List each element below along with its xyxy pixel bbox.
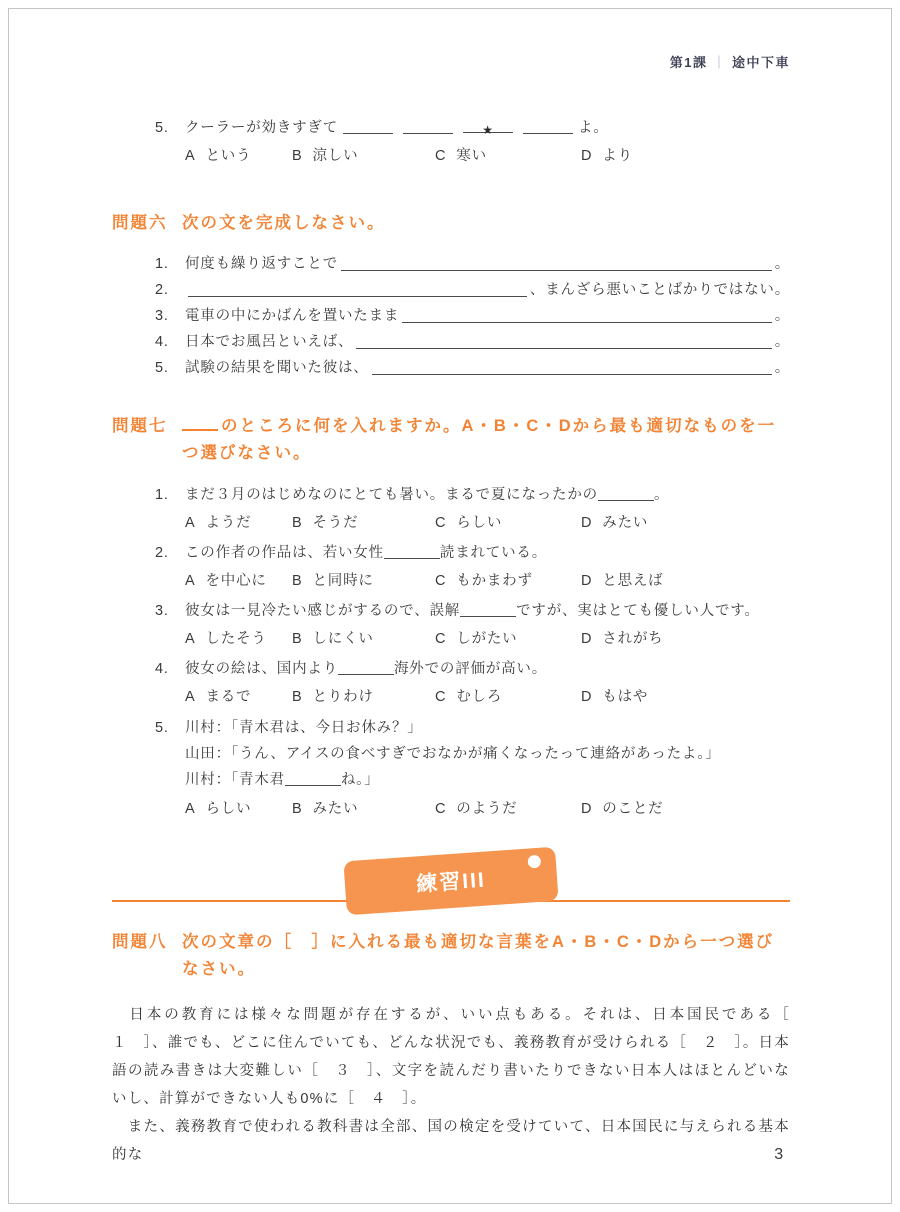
options-row [112,569,790,593]
option-a [185,144,292,168]
option-text: のようだ [456,801,518,817]
question-stem [185,116,609,140]
option-letter: D [581,573,593,589]
item-tail: 。 [774,334,790,350]
stem-tail: 。 [653,487,670,503]
mondai7-items [112,483,790,821]
option-letter: B [292,573,303,589]
section-label: 問題八 [112,933,168,951]
choice-item [112,541,790,593]
option-letter: A [185,801,196,817]
reading-paragraph: 日本の教育には様々な問題が存在するが、いい点もある。それは、日本国民である［ １ ］、誰でも、どこに住んでいても、どんな状況でも、義務教育が受けられる［ ２ ］。日本語の読み書きは大変難しい［ ３ ］、文字を読んだり書いたりできない日本人はほとんどいないし、計算ができない人も0%に［ ４ ］。 [112,1007,806,1107]
option-c [435,797,581,821]
mondai8-heading [112,929,790,983]
dialogue-line [112,715,790,741]
question-stem-row [112,657,790,681]
answer-blank [384,545,440,559]
question-stem [185,657,547,681]
item-tail: 。 [774,256,790,272]
option-letter: C [435,148,447,164]
section-label: 問題七 [112,417,168,435]
stem-tail: 読まれている。 [439,545,548,561]
answer-blank [341,251,772,271]
options-row [112,797,790,821]
item-number: 5. [155,360,169,376]
dialogue-text: 川村：「青木君 [185,772,285,788]
answer-blank [356,329,771,349]
page-content [112,0,806,1169]
item-number: 5. [155,120,169,136]
section-title: 次の文章の［ ］に入れる最も適切な言葉をA・B・C・Dから一つ選びなさい。 [182,933,775,978]
answer-blank [402,303,771,323]
item-text: 試験の結果を聞いた彼は、 [185,360,369,376]
section-title-text: のところに何を入れますか。A・B・C・Dから最も適切なものを一つ選びなさい。 [182,417,777,462]
stem-tail: よ。 [578,120,609,136]
tag-label: 練習III [415,868,487,897]
dialogue-text: ね。」 [340,772,380,788]
option-c [435,627,581,651]
option-a [185,797,292,821]
option-letter: A [185,689,196,705]
option-text: と思えば [602,573,664,589]
dialogue-line: 山田：「うん、アイスの食べすぎでおなかが痛くなったって連絡があったよ。」 [185,746,721,762]
item-number: 3. [155,603,169,619]
option-letter: B [292,148,303,164]
option-letter: C [435,631,447,647]
question-stem-row [112,599,790,623]
practice-3-tag [343,847,558,916]
option-c [435,685,581,709]
answer-blank [372,355,772,375]
option-text: を中心に [205,573,267,589]
option-text: もかまわず [456,573,533,589]
option-text: しにくい [312,631,374,647]
option-letter: A [185,573,196,589]
blank-indicator [182,419,218,431]
option-letter: D [581,148,593,164]
option-letter: C [435,573,447,589]
option-text: むしろ [456,689,503,705]
option-text: そうだ [312,515,359,531]
answer-blank [285,772,341,786]
option-b [292,144,435,168]
chapter-number: 第1課 [669,55,708,70]
choice-item [112,483,790,535]
option-text: したそう [205,631,267,647]
option-letter: B [292,515,303,531]
header-separator: ｜ [712,55,727,70]
option-letter: B [292,801,303,817]
option-b [292,511,435,535]
item-number: 1. [155,487,169,503]
stem-text: 彼女の絵は、国内より [185,661,338,677]
star-icon: ★ [482,123,494,137]
section-divider [112,829,790,905]
choice-item-dialogue [112,715,790,821]
option-letter: D [581,801,593,817]
option-letter: C [435,689,447,705]
question-5-carryover [112,116,790,168]
item-number: 4. [155,334,169,350]
question-stem [185,599,760,623]
option-a [185,627,292,651]
option-text: 寒い [456,148,487,164]
completion-item [112,329,790,355]
item-number: 1. [155,256,169,272]
answer-blank [338,661,394,675]
tag-hole-icon [527,855,541,869]
option-text: しがたい [456,631,518,647]
question-stem-row [112,541,790,565]
reading-paragraph: また、義務教育で使われる教科書は全部、国の検定を受けていて、日本国民に与えられる基本的な [112,1119,790,1163]
item-tail: 。 [774,308,790,324]
option-d [581,685,790,709]
options-row [112,511,790,535]
item-tail: 、まんざら悪いことばかりではない。 [529,282,790,298]
options-row [112,685,790,709]
dialogue-line [112,767,790,793]
mondai7-heading [112,413,790,467]
item-text: 電車の中にかばんを置いたまま [185,308,400,324]
answer-blank [460,603,516,617]
options-row [112,144,790,168]
mondai6-heading [112,210,790,237]
option-text: という [205,148,252,164]
stem-text: この作者の作品は、若い女性 [185,545,384,561]
item-number: 5. [155,720,169,736]
option-text: 涼しい [312,148,359,164]
star-blank [463,118,513,137]
option-c [435,569,581,593]
section-title: 次の文を完成しなさい。 [182,214,386,232]
options-row [112,627,790,651]
choice-item [112,657,790,709]
option-text: まるで [205,689,252,705]
option-letter: A [185,148,196,164]
section-label: 問題六 [112,214,168,232]
option-text: らしい [205,801,252,817]
question-stem-row [112,116,790,140]
option-d [581,797,790,821]
item-number: 2. [155,545,169,561]
option-a [185,569,292,593]
question-stem [185,541,547,565]
option-text: のことだ [602,801,664,817]
option-b [292,569,435,593]
completion-item [112,277,790,303]
option-d [581,144,790,168]
option-text: みたい [312,801,359,817]
section-title [182,413,790,467]
item-text: 何度も繰り返すことで [185,256,338,272]
stem-tail: ですが、実はとても優しい人です。 [516,603,760,619]
option-text: と同時に [312,573,374,589]
answer-blank [403,119,453,134]
option-c [435,511,581,535]
answer-blank [523,119,573,134]
option-d [581,511,790,535]
option-letter: B [292,689,303,705]
option-a [185,511,292,535]
page-number: 3 [774,1146,784,1163]
option-text: されがち [602,631,664,647]
answer-blank [598,487,654,501]
question-stem [185,483,669,507]
option-text: とりわけ [312,689,374,705]
item-tail: 。 [774,360,790,376]
option-b [292,797,435,821]
option-letter: A [185,631,196,647]
stem-tail: 海外での評価が高い。 [394,661,547,677]
option-text: より [602,148,633,164]
chapter-title: 途中下車 [731,55,790,70]
answer-blank [343,119,393,134]
option-letter: C [435,515,447,531]
option-letter: A [185,515,196,531]
option-letter: C [435,801,447,817]
option-b [292,685,435,709]
option-text: みたい [602,515,649,531]
dialogue-text: 川村：「青木君は、今日お休み？」 [185,720,423,736]
stem-text: クーラーが効きすぎて [185,120,338,136]
choice-item [112,599,790,651]
option-text: らしい [456,515,503,531]
option-letter: D [581,689,593,705]
item-number: 2. [155,282,169,298]
option-letter: D [581,515,593,531]
option-c [435,144,581,168]
stem-text: 彼女は一見冷たい感じがするので、誤解 [185,603,461,619]
option-d [581,627,790,651]
option-b [292,627,435,651]
completion-item [112,251,790,277]
mondai6-items [112,251,790,381]
answer-blank [188,277,527,297]
item-number: 3. [155,308,169,324]
option-letter: D [581,631,593,647]
completion-item [112,355,790,381]
question-stem-row [112,483,790,507]
option-letter: B [292,631,303,647]
item-number: 4. [155,661,169,677]
option-text: もはや [602,689,649,705]
option-a [185,685,292,709]
completion-item [112,303,790,329]
option-text: ようだ [205,515,252,531]
stem-text: まだ３月のはじめなのにとても暑い。まるで夏になったかの [185,487,598,503]
item-text: 日本でお風呂といえば、 [185,334,354,350]
option-d [581,569,790,593]
